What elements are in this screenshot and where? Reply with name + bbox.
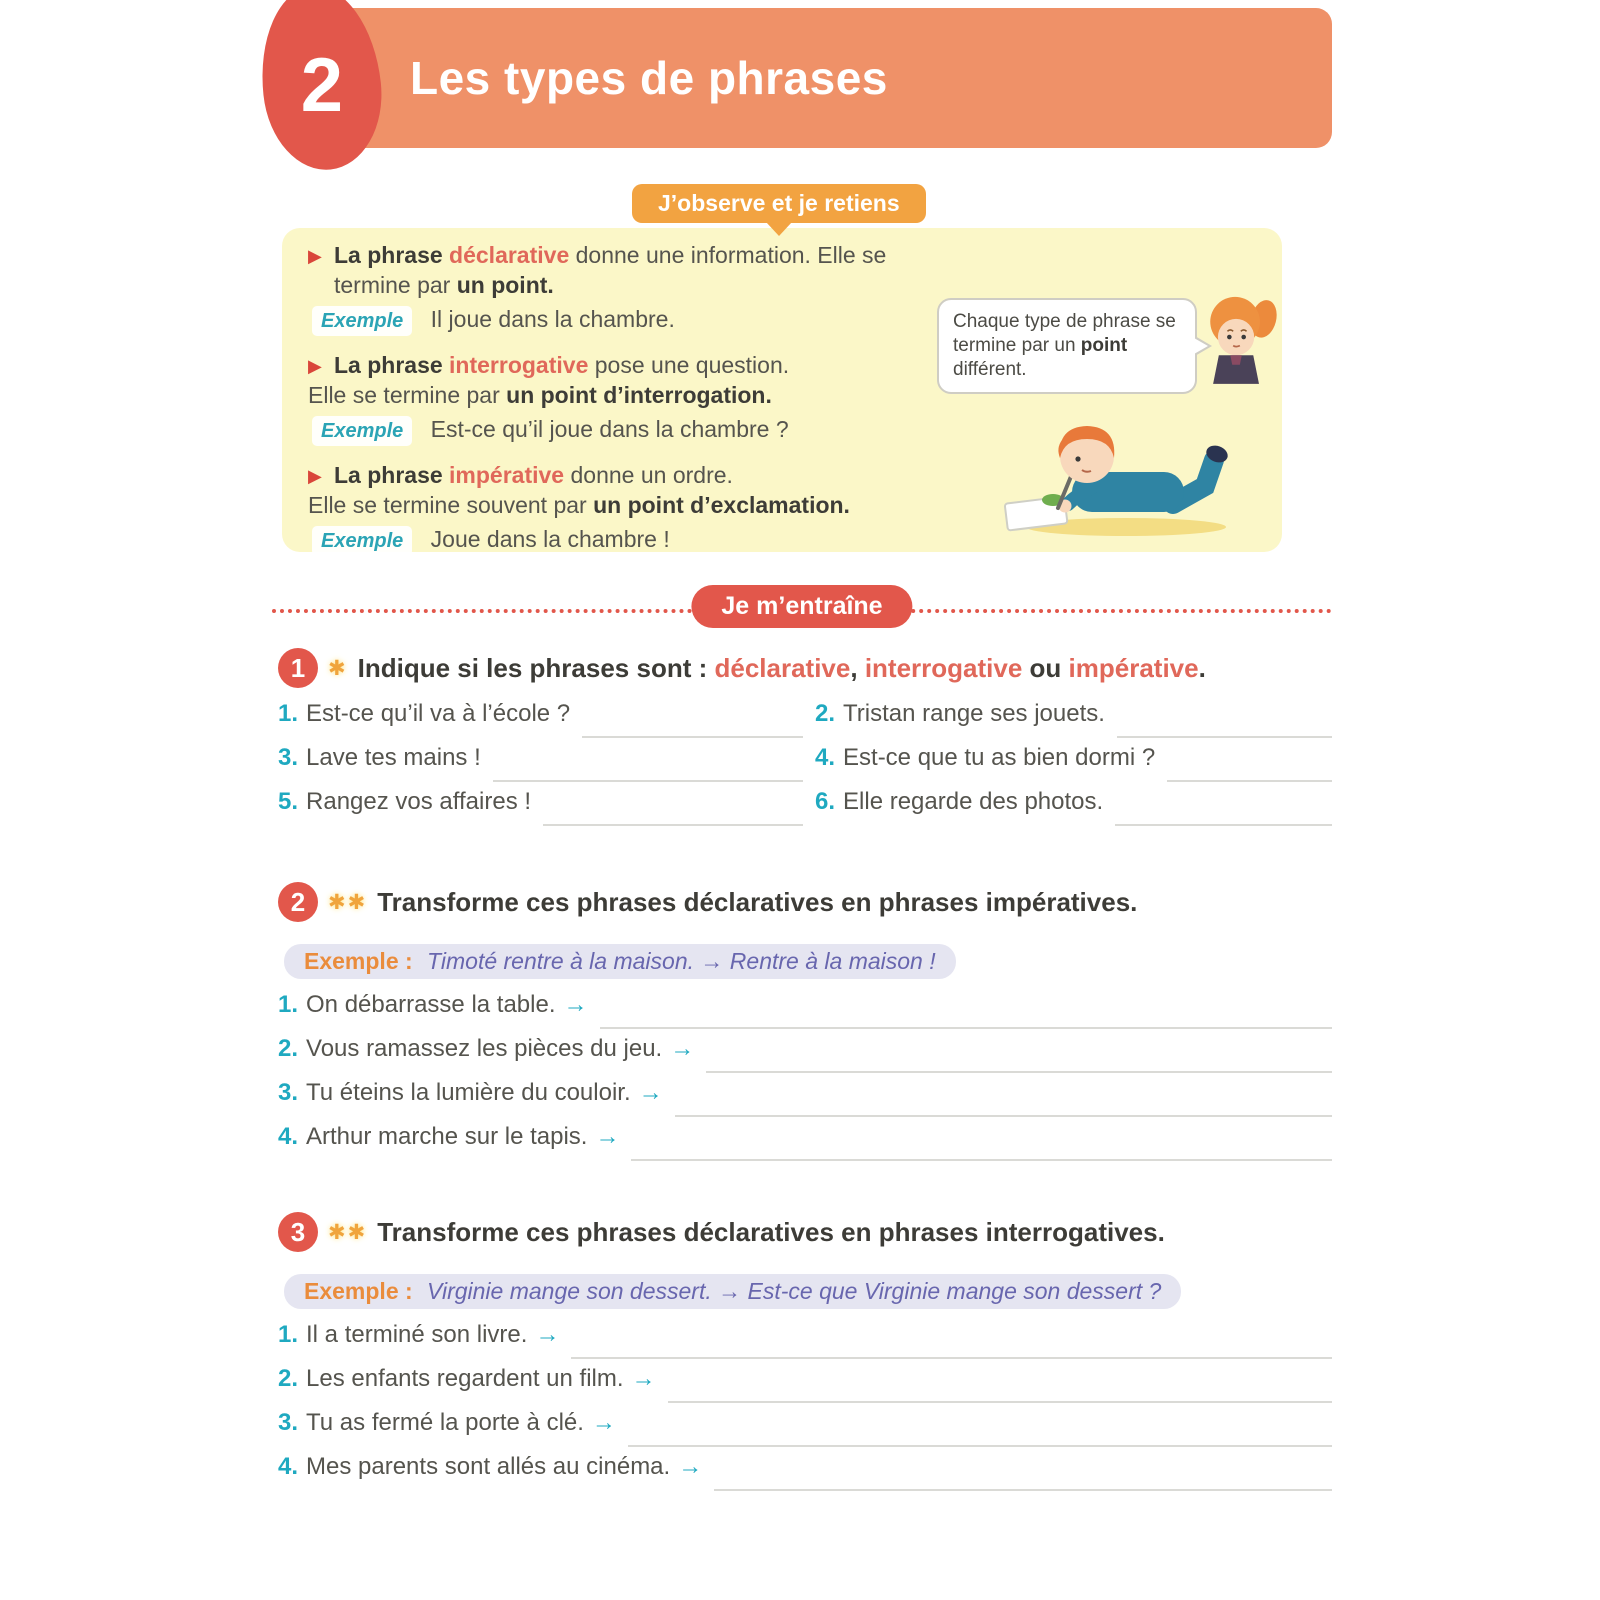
item-text: Est-ce que tu as bien dormi ? bbox=[843, 744, 1156, 771]
list-item bbox=[278, 700, 803, 744]
train-section-badge: Je m’entraîne bbox=[691, 585, 912, 628]
example-label: Exemple : bbox=[304, 1278, 413, 1304]
rule-panel bbox=[282, 228, 1282, 552]
answer-line[interactable] bbox=[668, 1401, 1332, 1403]
rule-text: donne une information. Elle se termine par bbox=[334, 242, 887, 298]
rule-keyword: interrogative bbox=[449, 352, 589, 378]
item-text: Vous ramassez les pièces du jeu. bbox=[306, 1035, 663, 1062]
train-divider bbox=[272, 585, 1332, 625]
example-label: Exemple bbox=[312, 416, 412, 446]
item-number: 3. bbox=[278, 744, 299, 771]
list-item bbox=[278, 991, 1332, 1035]
item-number: 2. bbox=[815, 700, 836, 727]
item-text: Lave tes mains ! bbox=[306, 744, 481, 771]
item-number: 6. bbox=[815, 788, 836, 815]
item-number: 4. bbox=[278, 1453, 299, 1480]
rule-imperative bbox=[308, 460, 968, 556]
rule-text: pose une question. bbox=[594, 352, 790, 378]
rules-list bbox=[308, 240, 968, 570]
rule-declarative bbox=[308, 240, 968, 336]
example-label: Exemple : bbox=[304, 948, 413, 974]
exercise-1-items bbox=[278, 700, 1332, 832]
rule-text: donne un ordre. bbox=[570, 462, 733, 488]
bullet-triangle-icon: ▶ bbox=[308, 466, 322, 486]
exercise-number-badge: 1 bbox=[278, 648, 318, 688]
arrow-icon: → bbox=[563, 991, 588, 1018]
exercise-3 bbox=[278, 1212, 1332, 1497]
item-number: 1. bbox=[278, 700, 299, 727]
girl-character-illustration bbox=[1194, 288, 1280, 388]
rule-intro: La phrase bbox=[334, 352, 443, 378]
example-text: Il joue dans la chambre. bbox=[430, 306, 675, 332]
example-label: Exemple bbox=[312, 306, 412, 336]
difficulty-stars: ✱✱ bbox=[328, 890, 368, 914]
arrow-icon: → bbox=[638, 1079, 663, 1106]
exercise-title: Transforme ces phrases déclaratives en phrases interrogatives. bbox=[377, 1216, 1165, 1247]
rule-text: Elle se termine par bbox=[308, 382, 507, 408]
rule-intro: La phrase bbox=[334, 462, 443, 488]
item-text: Tu éteins la lumière du couloir. bbox=[306, 1079, 631, 1106]
list-item bbox=[278, 1409, 1332, 1453]
list-item bbox=[815, 700, 1332, 744]
item-number: 1. bbox=[278, 991, 299, 1018]
item-number: 5. bbox=[278, 788, 299, 815]
answer-line[interactable] bbox=[1115, 824, 1332, 826]
list-item bbox=[815, 744, 1332, 788]
rule-keyword: impérative bbox=[449, 462, 565, 488]
rule-text-bold: un point. bbox=[456, 272, 554, 298]
bullet-triangle-icon: ▶ bbox=[308, 356, 322, 376]
list-item bbox=[815, 788, 1332, 832]
chapter-header bbox=[300, 8, 1332, 148]
exercise-3-items bbox=[278, 1321, 1332, 1497]
exercise-title: Transforme ces phrases déclaratives en phrases impératives. bbox=[377, 886, 1138, 917]
answer-line[interactable] bbox=[493, 780, 803, 782]
answer-line[interactable] bbox=[675, 1115, 1332, 1117]
item-number: 4. bbox=[278, 1123, 299, 1150]
answer-line[interactable] bbox=[582, 736, 803, 738]
item-text: Tu as fermé la porte à clé. bbox=[306, 1409, 584, 1436]
exercise-example bbox=[284, 944, 956, 979]
answer-line[interactable] bbox=[600, 1027, 1333, 1029]
answer-line[interactable] bbox=[1117, 736, 1332, 738]
speech-bubble: Chaque type de phrase se termine par un point différent. bbox=[937, 298, 1197, 394]
rule-interrogative bbox=[308, 350, 968, 446]
arrow-icon: → bbox=[631, 1365, 656, 1392]
item-text: Les enfants regardent un film. bbox=[306, 1365, 624, 1392]
item-text: On débarrasse la table. bbox=[306, 991, 556, 1018]
item-number: 2. bbox=[278, 1035, 299, 1062]
exercise-2-items bbox=[278, 991, 1332, 1167]
lesson-number: 2 bbox=[300, 42, 343, 128]
example-label: Exemple bbox=[312, 526, 412, 556]
item-number: 3. bbox=[278, 1409, 299, 1436]
item-text: Tristan range ses jouets. bbox=[843, 700, 1105, 727]
difficulty-stars: ✱ bbox=[328, 656, 348, 680]
exercise-number-badge: 2 bbox=[278, 882, 318, 922]
item-text: Est-ce qu’il va à l’école ? bbox=[306, 700, 571, 727]
example-text: Joue dans la chambre ! bbox=[430, 526, 670, 552]
difficulty-stars: ✱✱ bbox=[328, 1220, 368, 1244]
list-item bbox=[278, 1365, 1332, 1409]
exercise-1 bbox=[278, 648, 1332, 832]
list-item bbox=[278, 1123, 1332, 1167]
answer-line[interactable] bbox=[706, 1071, 1332, 1073]
example-text: Est-ce qu’il joue dans la chambre ? bbox=[430, 416, 789, 442]
rule-keyword: déclarative bbox=[449, 242, 570, 268]
item-text: Il a terminé son livre. bbox=[306, 1321, 528, 1348]
item-text: Rangez vos affaires ! bbox=[306, 788, 532, 815]
arrow-icon: → bbox=[535, 1321, 560, 1348]
item-number: 3. bbox=[278, 1079, 299, 1106]
example-result: Rentre à la maison ! bbox=[729, 948, 936, 974]
arrow-icon: → bbox=[595, 1123, 620, 1150]
answer-line[interactable] bbox=[1167, 780, 1332, 782]
item-number: 4. bbox=[815, 744, 836, 771]
arrow-icon: → bbox=[591, 1409, 616, 1436]
answer-line[interactable] bbox=[543, 824, 803, 826]
example-result: Est-ce que Virginie mange son dessert ? bbox=[747, 1278, 1162, 1304]
rule-text: Elle se termine souvent par bbox=[308, 492, 594, 518]
exercise-example bbox=[284, 1274, 1181, 1309]
observe-section-badge: J’observe et je retiens bbox=[632, 184, 926, 223]
rule-intro: La phrase bbox=[334, 242, 443, 268]
answer-line[interactable] bbox=[631, 1159, 1332, 1161]
arrow-icon: → bbox=[670, 1035, 695, 1062]
exercise-title: Indique si les phrases sont : déclarative, interrogative ou impérative. bbox=[357, 652, 1206, 683]
example-source: Timoté rentre à la maison. bbox=[427, 948, 695, 974]
item-number: 2. bbox=[278, 1365, 299, 1392]
item-text: Elle regarde des photos. bbox=[843, 788, 1104, 815]
list-item bbox=[278, 1079, 1332, 1123]
arrow-icon: → bbox=[718, 1278, 742, 1304]
answer-line[interactable] bbox=[571, 1357, 1332, 1359]
rule-text-bold: un point d’interrogation. bbox=[506, 382, 772, 408]
bullet-triangle-icon: ▶ bbox=[308, 246, 322, 266]
boy-writing-illustration bbox=[998, 414, 1238, 540]
arrow-icon: → bbox=[678, 1453, 703, 1480]
item-text: Arthur marche sur le tapis. bbox=[306, 1123, 588, 1150]
item-number: 1. bbox=[278, 1321, 299, 1348]
exercise-2 bbox=[278, 882, 1332, 1167]
answer-line[interactable] bbox=[628, 1445, 1332, 1447]
rule-text-bold: un point d’exclamation. bbox=[593, 492, 850, 518]
exercise-number-badge: 3 bbox=[278, 1212, 318, 1252]
page-title: Les types de phrases bbox=[410, 52, 888, 104]
list-item bbox=[278, 1321, 1332, 1365]
list-item bbox=[278, 1035, 1332, 1079]
list-item bbox=[278, 744, 803, 788]
answer-line[interactable] bbox=[714, 1489, 1332, 1491]
example-source: Virginie mange son dessert. bbox=[427, 1278, 712, 1304]
item-text: Mes parents sont allés au cinéma. bbox=[306, 1453, 671, 1480]
list-item bbox=[278, 788, 803, 832]
list-item bbox=[278, 1453, 1332, 1497]
arrow-icon: → bbox=[700, 948, 724, 974]
